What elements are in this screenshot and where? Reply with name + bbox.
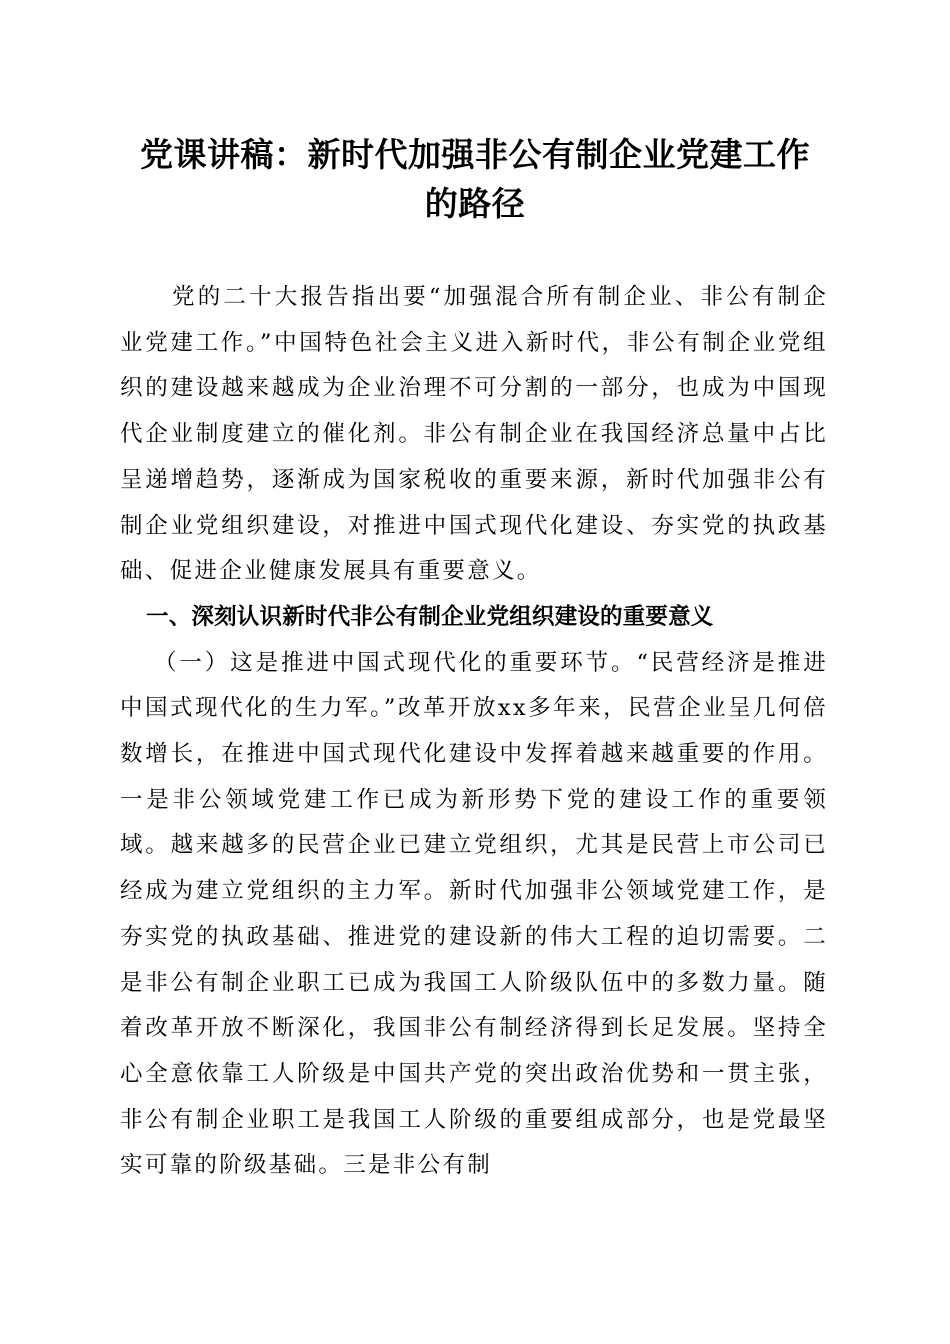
section-heading-1: 一、深刻认识新时代非公有制企业党组织建设的重要意义 bbox=[146, 603, 714, 630]
section-1-paragraph: （一）这是推进中国式现代化的重要环节。“民营经济是推进中国式现代化的生力军。”改革开放xx多年来，民营企业呈几何倍数增长，在推进中国式现代化建设中发挥着越来越重要的作用。一是非公领域党建工作已成为新形势下党的建设工作的重要领域。越来越多的民营企业已建立党组织，尤其是民营上市公司已经成为建立党组织的主力军。新时代加强非公领域党建工作，是夯实党的执政基础、推进党的建设新的伟大工程的迫切需要。二是非公有制企业职工已成为我国工人阶级队伍中的多数力量。随着改革开放不断深化，我国非公有制经济得到长足发展。坚持全心全意依靠工人阶级是中国共产党的突出政治优势和一贯主张，非公有制企业职工是我国工人阶级的重要组成部分，也是党最坚实可靠的阶级基础。三是非公有制 bbox=[120, 649, 828, 1179]
document-title bbox=[100, 130, 850, 228]
title-line-2: 的路径 bbox=[424, 184, 526, 223]
intro-paragraph: 党的二十大报告指出要“加强混合所有制企业、非公有制企业党建工作。”中国特色社会主义进入新时代，非公有制企业党组织的建设越来越成为企业治理不可分割的一部分，也成为中国现代企业制度建立的催化剂。非公有制企业在我国经济总量中占比呈递增趋势，逐渐成为国家税收的重要来源，新时代加强非公有制企业党组织建设，对推进中国式现代化建设、夯实党的执政基础、促进企业健康发展具有重要意义。 bbox=[120, 284, 828, 585]
document-body bbox=[120, 275, 828, 1189]
title-line-1: 党课讲稿：新时代加强非公有制企业党建工作 bbox=[140, 135, 810, 174]
